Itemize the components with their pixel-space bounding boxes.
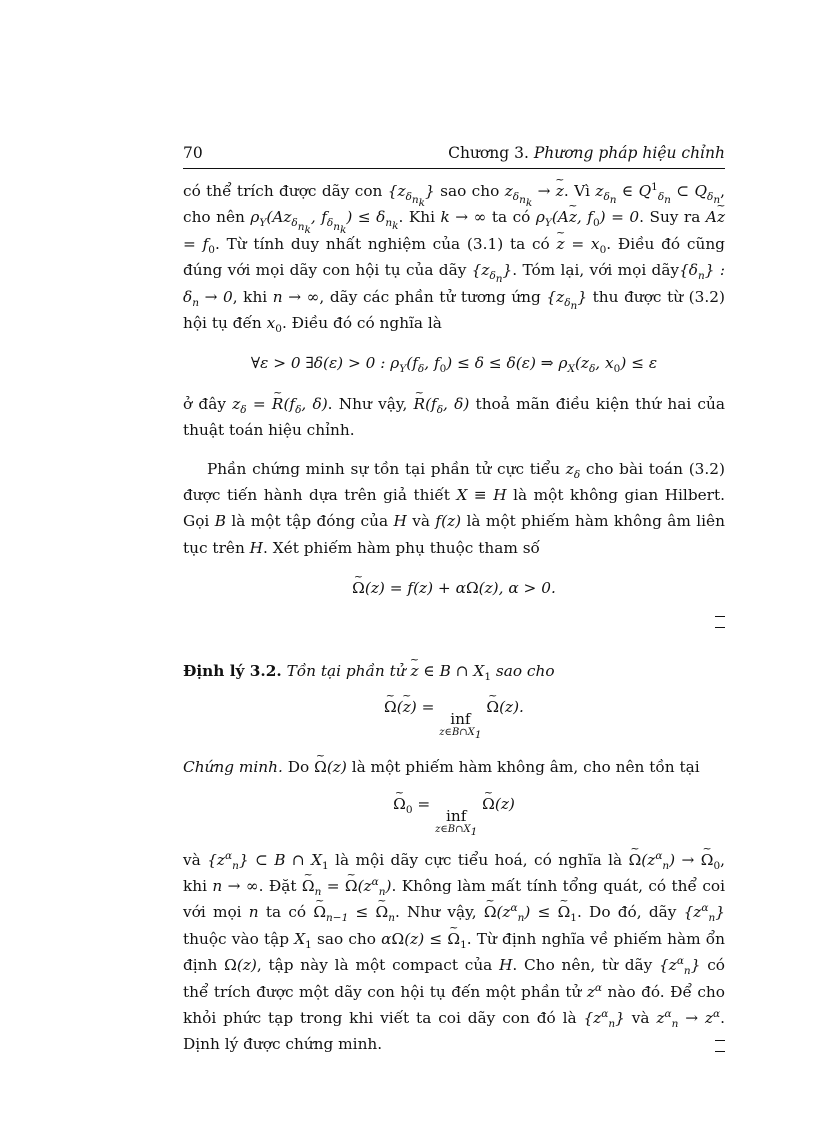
paragraph-2: ở đây $z_\delta$ = ~ $R(f_\delta$, δ). Như vậy, ~ $R(f_\delta$, δ) thoả mãn điều kiện thứ hai của thuật toán hiệu chỉnh. (183, 391, 725, 444)
running-header (183, 140, 725, 166)
equation-omega0: ~ $\Omega_0$ = inf $z\in B\cap X_1$ ~ Ω(z) (183, 791, 725, 837)
theorem-3-2: Định lý 3.2. Tồn tại phần tử ~ z ∈ B ∩ $X_1$ sao cho (183, 658, 725, 684)
equation-convergence: ∀ε > 0 ∃δ(ε) > 0 : $\rho_Y(f_\delta$, $f_0) \le \delta \le \delta(\varepsilon)$ ⇒ $\rho_X(z_\delta$, $x_0) \le \varepsilon$ (250, 354, 658, 376)
proof-paragraph-2: và $\{z^\alpha_n\}$ ⊂ B ∩ $X_1$ là mội dãy cực tiểu hoá, có nghĩa là ~ $\Omega(z^\alpha_n)$ → ~ $\Omega_0$, khi n → ∞. Đặt ~ $\Omega_n$ = ~ $\Omega(z^\alpha_n)$. Không làm mất tính tổng quát, có thể coi với mọi n ta có ~ $\Omega_{n-1}$ ≤ ~ $\Omega_n$. Như vậy, ~ $\Omega(z^\alpha_n)$ ≤ ~ $\Omega_1$. Do đó, dãy $\{z^\alpha_n\}$ thuộc vào tập $X_1$ sao cho αΩ(z) ≤ ~ $\Omega_1$. Từ định nghĩa về phiếm hàm ổn định Ω(z), tập này là một compact của H. Cho nên, từ dãy $\{z^\alpha_n\}$ có thể trích được một dãy con hội tụ đến một phần tử $z^\alpha$ nào đó. Để cho khỏi phức tạp trong khi viết ta coi dãy con đó là $\{z^\alpha_n\}$ và $z^\alpha_n \to z^\alpha$. Dịnh lý được chứng minh. (183, 847, 725, 1058)
paragraph-1: có thể trích được dãy con $\{z_{\delta_{n_k}}\}$ sao cho $z_{\delta_{n_k}}$ → ~ z. Vì $z_{\delta_n}$ ∈ $Q^1_{\delta_n}$ ⊂ $Q_{\delta_n}$, cho nên $\rho_Y(Az_{\delta_{n_k}}$, $f_{\delta_{n_k}}) \le \delta_{n_k}$. Khi k → ∞ ta có $\rho_Y(A\sim$ z, $f_0) = 0$. Suy ra A~ $z = f_0$. Từ tính duy nhất nghiệm của (3.1) ta có ~ $z = x_0$. Điều đó cũng đúng với mọi dãy con hội tụ của dãy $\{z_{\delta_n}\}$. Tóm lại, với mọi $dãy\{\delta_n\}$ : $\delta_n \to 0$, khi n → ∞, dãy các phần tử tương ứng $\{z_{\delta_n}\}$ thu được từ (3.2) hội tụ đến $x_0$. Điều đó có nghĩa là (183, 178, 725, 336)
chapter-title: Chương 3. Phương pháp hiệu chỉnh (448, 144, 725, 162)
qed-mark (183, 616, 725, 638)
qed-mark-proof (715, 1040, 725, 1052)
page-content (183, 140, 725, 1058)
paragraph-3: Phần chứng minh sự tồn tại phần tử cực tiểu $z_\delta$ cho bài toán (3.2) được tiến hành dựa trên giả thiết X ≡ H là một không gian Hilbert. Gọi B là một tập đóng của H và f(z) là một phiếm hàm không âm liên tục trên H. Xét phiếm hàm phụ thuộc tham số (183, 459, 725, 557)
equation-functional: ~ Ω(z) = f(z) + αΩ(z), α > 0. (183, 575, 725, 601)
proof-paragraph-1: Chứng minh. Do ~ Ω(z) là một phiếm hàm không âm, cho nên tồn tại (183, 754, 725, 780)
equation-infimum: ~ Ω(~ z) = inf $z\in B\cap X_1$ ~ Ω(z). (183, 694, 725, 740)
page-number: 70 (183, 144, 203, 162)
header-rule (183, 168, 725, 169)
